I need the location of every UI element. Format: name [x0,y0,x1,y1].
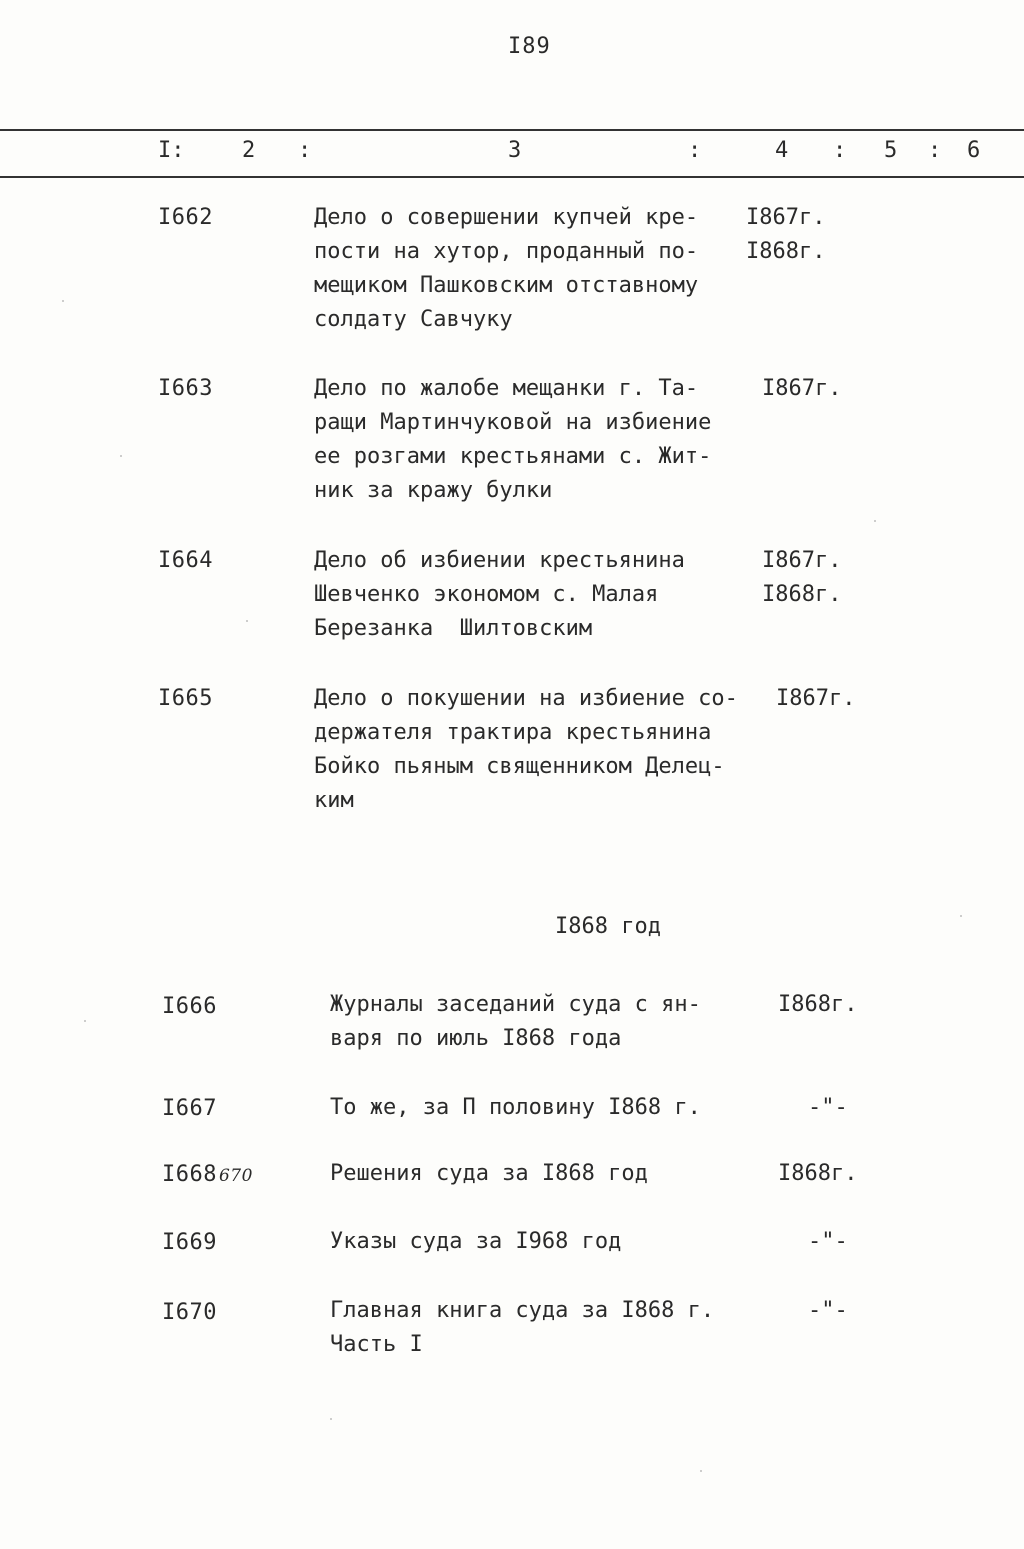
entry-number: I669 [162,1230,217,1255]
scan-speck [330,1418,332,1420]
col-header-sep: : [298,138,312,163]
entry-line: солдату Савчуку [314,307,513,332]
entry-line: держателя трактира крестьянина [314,720,712,745]
entry-dates [778,1157,857,1191]
entry-dates [808,1091,848,1125]
entry-line: ее розгами крестьянами с. Жит- [314,444,712,469]
col-header-2: 2 [242,138,256,163]
entry-dates [808,1294,848,1328]
entry-line: Дело о совершении купчей кре- [314,205,699,230]
entry-number: I670 [162,1300,217,1325]
entry-line: Главная книга суда за I868 г. [330,1298,715,1323]
scan-speck [700,1470,702,1472]
entry-line: Часть I [330,1332,423,1357]
col-header-sep: : [688,138,702,163]
header-top-rule [0,129,1024,131]
entry-description [330,1091,701,1125]
entry-number [162,1162,253,1187]
entry-date-line: I867г. [762,376,842,401]
page-number: I89 [508,34,551,59]
entry-date-line: -"- [808,1095,848,1120]
entry-line: Дело о покушении на избиение со- [314,686,738,711]
entry-date-line: I867г. [746,205,826,230]
entry-number: I664 [158,548,213,573]
entry-number: I665 [158,686,213,711]
entry-line: Решения суда за I868 год [330,1161,648,1186]
entry-line: ращи Мартинчуковой на избиение [314,410,712,435]
entry-line: Дело по жалобе мещанки г. Та- [314,376,699,401]
scan-speck [120,455,122,457]
entry-number-text: I668 [162,1162,217,1187]
entry-description [330,1294,714,1362]
col-header-3: 3 [508,138,522,163]
entry-description [330,1157,648,1191]
entry-date-line: I867г. [776,686,856,711]
entry-line: мещиком Пашковским отставному [314,273,699,298]
entry-line: Бойко пьяным священником Делец- [314,754,725,779]
entry-line: Журналы заседаний суда с ян- [330,992,701,1017]
entry-date-line: I868г. [746,239,826,264]
col-header-sep: : [928,138,942,163]
entry-dates [778,988,857,1022]
entry-dates [746,201,825,269]
entry-date-line: I868г. [778,992,858,1017]
entry-line: ким [314,788,354,813]
entry-date-line: I868г. [762,582,842,607]
entry-date-line: -"- [808,1229,848,1254]
entry-number: I662 [158,205,213,230]
entry-line: Дело об избиении крестьянина [314,548,685,573]
entry-dates [808,1225,848,1259]
scan-speck [62,300,64,302]
entry-number: I663 [158,376,213,401]
section-title: I868 год [555,914,661,939]
entry-description [314,201,698,337]
entry-dates [762,372,841,406]
entry-line: То же, за П половину I868 г. [330,1095,701,1120]
scan-speck [960,915,962,917]
scan-speck [246,620,248,622]
col-header-1: I: [158,138,185,163]
entry-line: ник за кражу булки [314,478,553,503]
entry-date-line: I867г. [762,548,842,573]
col-header-6: 6 [967,138,981,163]
entry-description [314,682,738,818]
col-header-4: 4 [775,138,789,163]
entry-number: I667 [162,1096,217,1121]
entry-dates [776,682,855,716]
entry-line: Березанка Шилтовским [314,616,593,641]
entry-description [330,988,701,1056]
col-header-sep: : [833,138,847,163]
scan-speck [874,520,876,522]
entry-line: Шевченко экономом с. Малая [314,582,659,607]
entry-description [314,544,685,646]
entry-line: варя по июль I868 года [330,1026,622,1051]
entry-number: I666 [162,994,217,1019]
header-bottom-rule [0,176,1024,178]
entry-date-line: -"- [808,1298,848,1323]
entry-line: пости на хутор, проданный по- [314,239,699,264]
col-header-5: 5 [884,138,898,163]
scan-speck [84,1020,86,1022]
handwritten-note: 670 [218,1166,253,1186]
entry-description [314,372,711,508]
entry-date-line: I868г. [778,1161,858,1186]
entry-dates [762,544,841,612]
entry-description [330,1225,621,1259]
entry-line: Указы суда за I968 год [330,1229,622,1254]
